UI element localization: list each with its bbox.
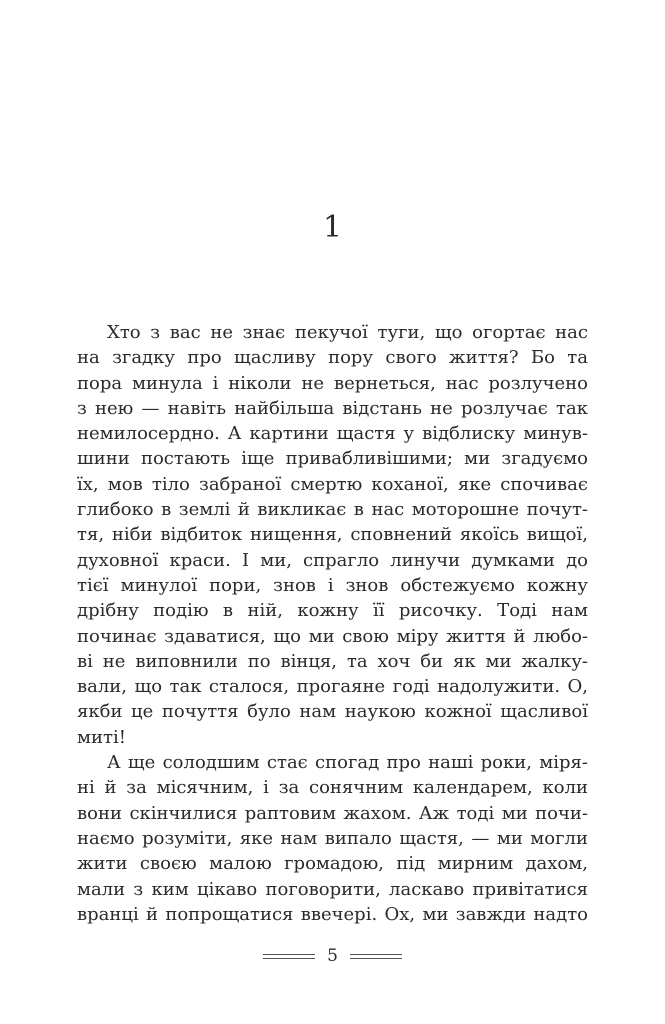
text-line: шини постають іще привабливішими; ми згадуємо	[77, 448, 588, 470]
right-double-rule	[350, 954, 402, 959]
text-line: глибоко в землі й викликає в нас моторошне почут-	[77, 499, 588, 521]
page-number: 5	[327, 946, 338, 966]
page-footer	[0, 946, 665, 966]
text-line: А ще солодшим стає спогад про наші роки, міря-	[107, 752, 588, 774]
text-line: вали, що так сталося, прогаяне годі надолужити. О,	[77, 676, 588, 698]
text-line: на згадку про щасливу пору свого життя? Бо та	[77, 347, 588, 369]
chapter-number: 1	[322, 210, 343, 245]
text-line: ні й за місячним, і за сонячним календарем, коли	[77, 777, 588, 799]
body-text	[77, 320, 588, 927]
text-line: вони скінчилися раптовим жахом. Аж тоді ми почи-	[77, 802, 588, 824]
text-line: миті!	[77, 726, 126, 748]
text-line: духовної краси. І ми, спрагло линучи думками до	[77, 549, 588, 571]
text-line: якби це почуття було нам наукою кожної щасливої	[77, 701, 588, 723]
text-line: починає здаватися, що ми свою міру життя й любо-	[77, 625, 588, 647]
text-line: мали з ким цікаво поговорити, ласкаво привітатися	[77, 878, 588, 900]
text-line: їх, мов тіло забраної смертю коханої, яке спочиває	[77, 473, 588, 495]
text-line: вранці й попрощатися ввечері. Ох, ми завжди надто	[77, 903, 588, 925]
paragraph-2	[77, 750, 588, 927]
text-line: тя, ніби відбиток нищення, сповнений якоїсь вищої,	[77, 524, 588, 546]
text-line: пора минула і ніколи не вернеться, нас розлучено	[77, 372, 588, 394]
text-line: тієї минулої пори, знов і знов обстежуємо кожну	[77, 574, 588, 596]
paragraph-1	[77, 320, 588, 750]
text-line: немилосердно. А картини щастя у відблиску минув-	[77, 423, 588, 445]
text-line: жити своєю малою громадою, під мирним дахом,	[77, 853, 588, 875]
text-line: Хто з вас не знає пекучої туги, що огортає нас	[107, 322, 588, 343]
text-line: дрібну подію в ній, кожну її рисочку. Тоді нам	[77, 600, 588, 622]
text-line: з нею — навіть найбільша відстань не розлучає так	[77, 397, 588, 419]
text-line: ві не виповнили по вінця, та хоч би як ми жалку-	[77, 650, 588, 672]
text-line: наємо розуміти, яке нам випало щастя, — ми могли	[77, 827, 588, 849]
left-double-rule	[263, 954, 315, 959]
